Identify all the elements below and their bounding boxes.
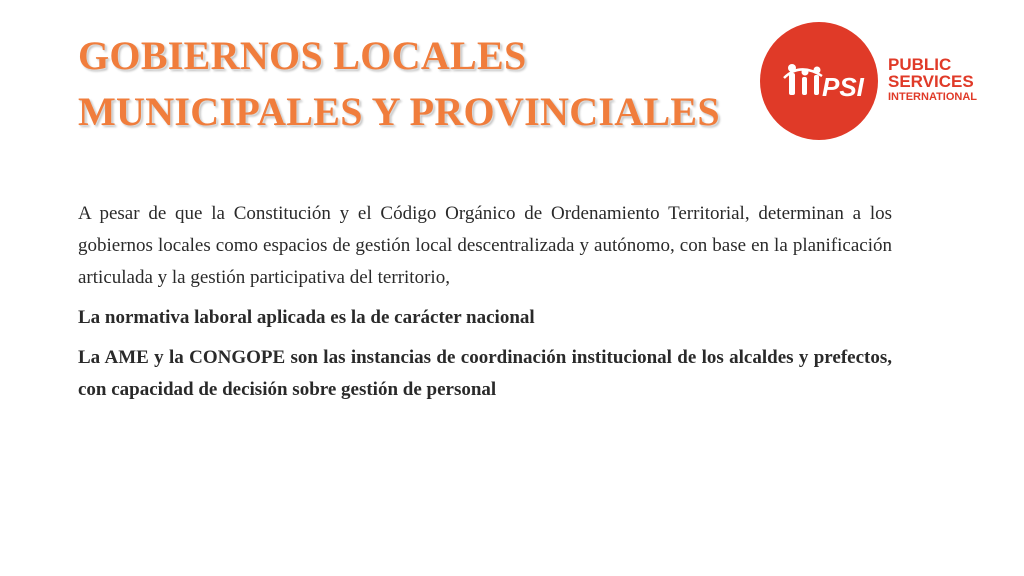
paragraph-coordination: La AME y la CONGOPE son las instancias de coordinación institucional de los alcaldes y prefectos, con capacidad de decisión sobre gestión de personal: [78, 347, 892, 400]
title-line-2: MUNICIPALES Y PROVINCIALES: [78, 89, 720, 134]
psi-logo-circle: [760, 22, 878, 140]
logo-line-1: PUBLIC: [888, 55, 952, 74]
psi-logo: [760, 22, 1000, 142]
logo-line-2: SERVICES: [888, 72, 974, 91]
title-line-1: GOBIERNOS LOCALES: [78, 33, 527, 78]
slide-title: [78, 28, 720, 140]
paragraph-labor-law: La normativa laboral aplicada es la de carácter nacional: [78, 307, 535, 328]
psi-wordmark: [888, 56, 977, 105]
paragraph-intro: A pesar de que la Constitución y el Código Orgánico de Ordenamiento Territorial, determinan a los gobiernos locales como espacios de gestión local descentralizada y autónomo, con base en la planificación articulada y la gestión participativa del territorio,: [78, 203, 892, 288]
logo-line-3: INTERNATIONAL: [888, 91, 978, 103]
psi-figures-icon: [760, 22, 878, 140]
slide-body: [78, 198, 892, 414]
psi-mark-text: PSI: [822, 72, 864, 102]
